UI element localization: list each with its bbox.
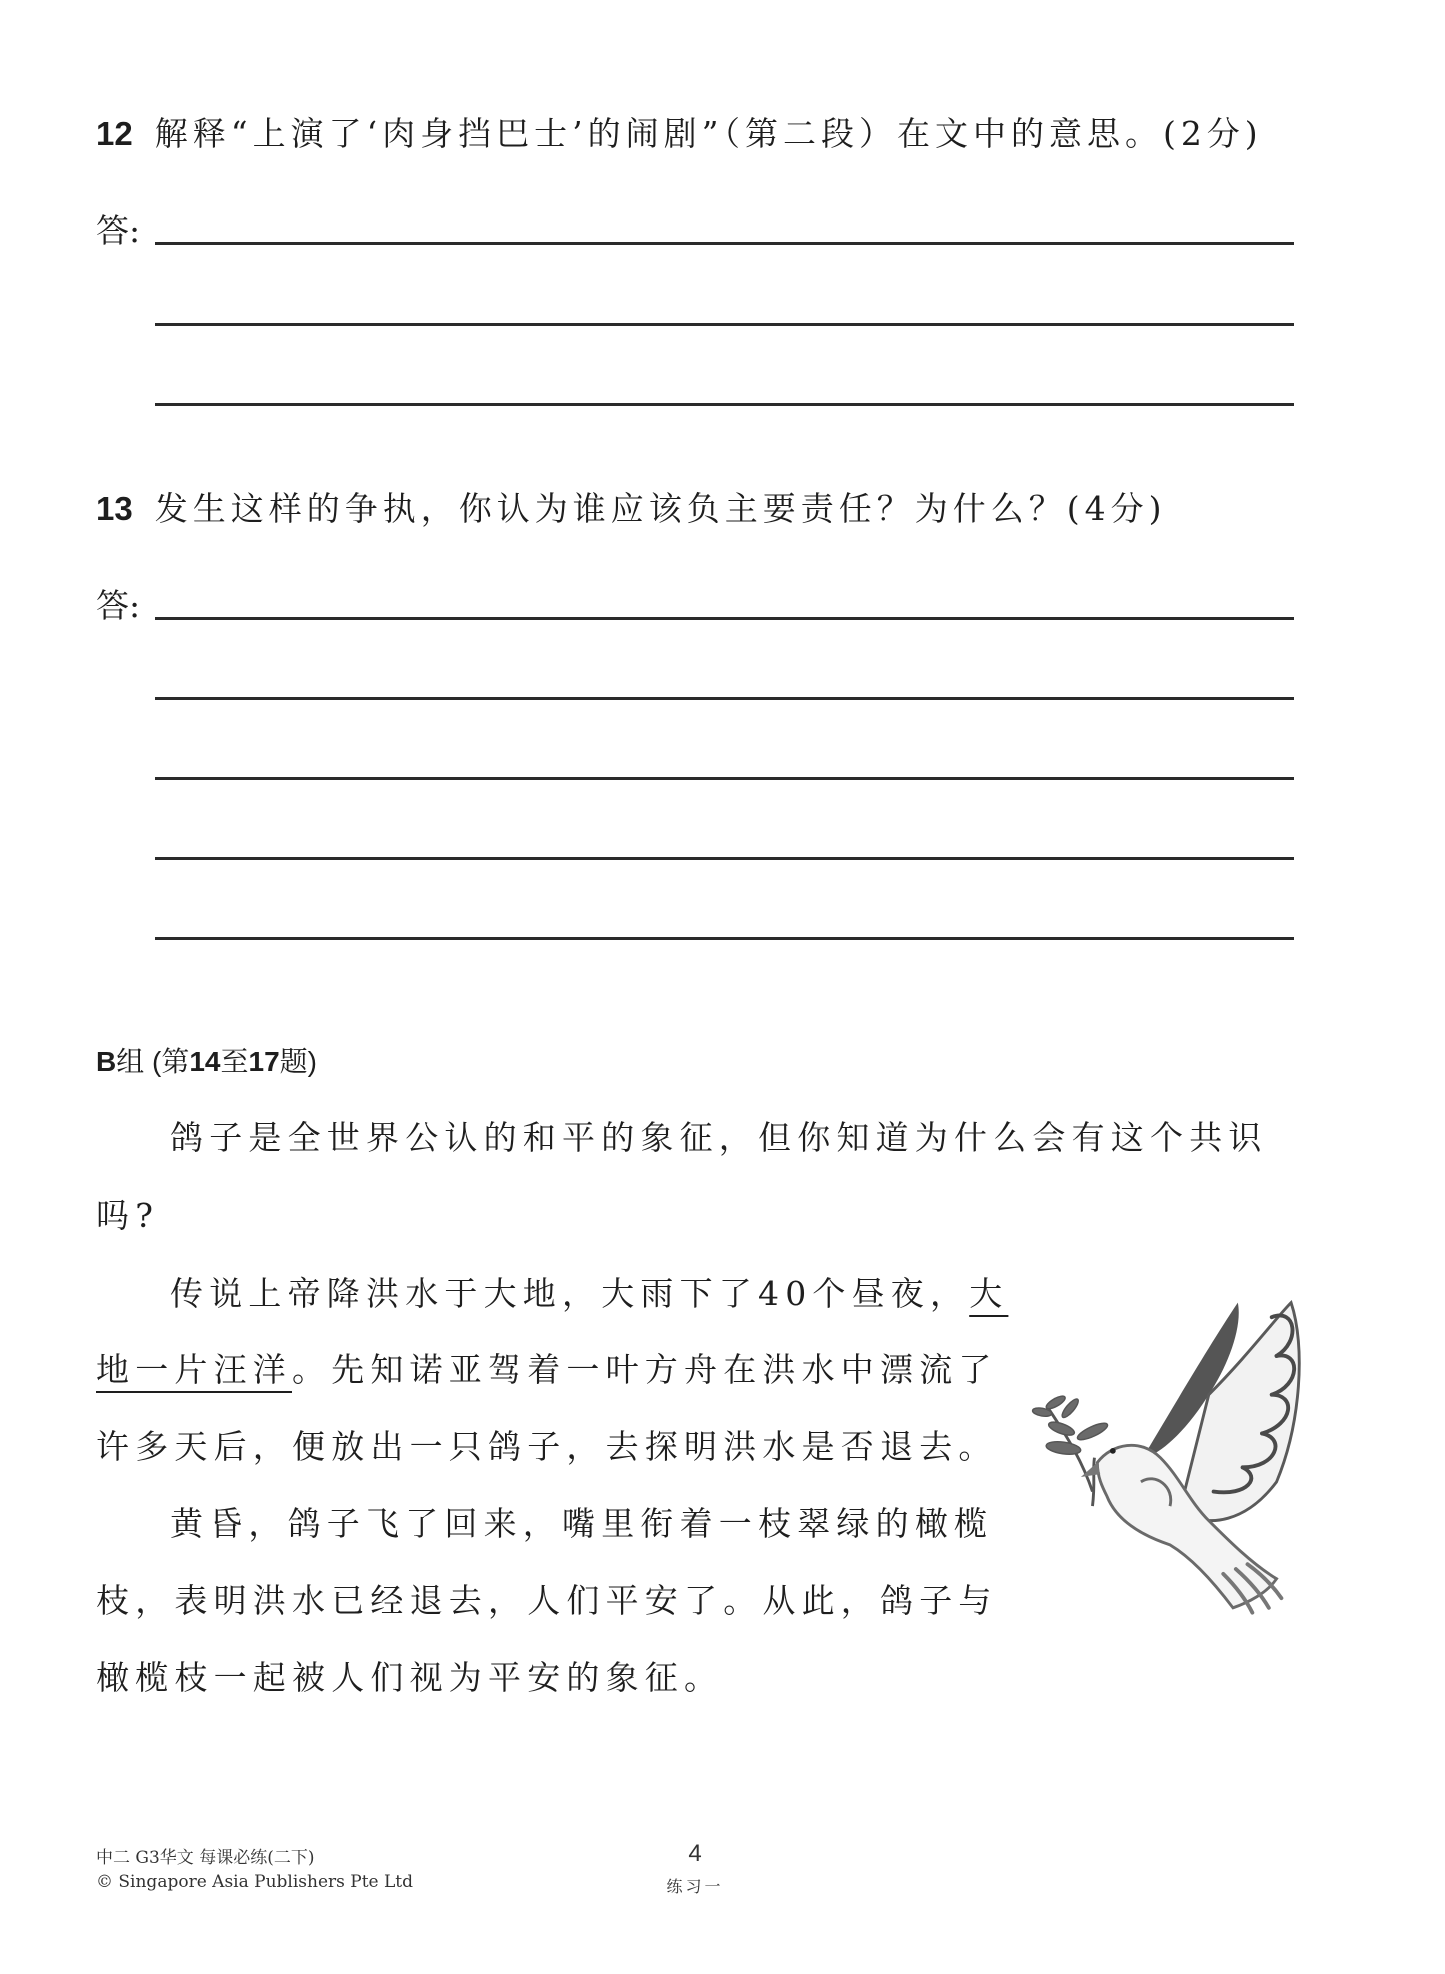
answer-line[interactable]: [155, 697, 1294, 700]
answer-line[interactable]: [155, 323, 1294, 326]
book-title: 中二 G3华文 每课必练(二下): [96, 1848, 315, 1868]
passage-line: 黄昏，鸽子飞了回来，嘴里衔着一枝翠绿的橄榄: [170, 1504, 994, 1543]
passage-line: 橄榄枝一起被人们视为平安的象征。: [96, 1658, 724, 1697]
page-number: 4: [688, 1840, 702, 1867]
dove-icon: [1015, 1285, 1325, 1640]
question-13: [96, 483, 1166, 530]
footer-page-info: [640, 1840, 750, 1897]
passage-line: [96, 1344, 998, 1391]
passage-line: 枝，表明洪水已经退去，人们平安了。从此，鸽子与: [96, 1581, 998, 1620]
question-text: 解释“上演了‘肉身挡巴士’的闹剧”（第二段）在文中的意思。(2分): [154, 114, 1263, 153]
footer-book-info: [96, 1846, 413, 1894]
question-12: [96, 108, 1263, 155]
section-suffix: 题): [279, 1046, 317, 1077]
answer-line[interactable]: [155, 403, 1294, 406]
answer-line[interactable]: [155, 242, 1294, 245]
passage-line: 鸽子是全世界公认的和平的象征，但你知道为什么会有这个共识: [170, 1118, 1268, 1157]
question-number: 13: [96, 490, 133, 527]
question-number: 12: [96, 115, 133, 152]
passage-line: 许多天后，便放出一只鸽子，去探明洪水是否退去。: [96, 1427, 998, 1466]
underlined-phrase: 大: [969, 1274, 1009, 1313]
section-group-label: 组 (第: [116, 1046, 190, 1077]
range-end: 17: [248, 1046, 280, 1077]
copyright: © Singapore Asia Publishers Pte Ltd: [96, 1872, 414, 1892]
answer-line[interactable]: [155, 777, 1294, 780]
exercise-label: 练习一: [666, 1877, 724, 1896]
section-heading: [96, 1040, 317, 1080]
underlined-phrase: 地一片汪洋: [96, 1350, 292, 1389]
passage-text: 传说上帝降洪水于大地，大雨下了40个昼夜，: [170, 1274, 970, 1313]
answer-line[interactable]: [155, 617, 1294, 620]
olive-branch-icon: [1032, 1394, 1110, 1506]
answer-line[interactable]: [155, 937, 1294, 940]
passage-line: [170, 1268, 1008, 1315]
range-start: 14: [189, 1046, 221, 1077]
answer-line[interactable]: [155, 857, 1294, 860]
question-text: 发生这样的争执，你认为谁应该负主要责任？为什么？(4分): [154, 489, 1167, 528]
answer-label: 答:: [96, 586, 141, 625]
passage-text: 。先知诺亚驾着一叶方舟在洪水中漂流了: [292, 1350, 998, 1389]
section-letter: B: [96, 1046, 117, 1077]
answer-label: 答:: [96, 211, 141, 250]
passage-line: 吗?: [96, 1196, 160, 1235]
range-separator: 至: [220, 1046, 249, 1077]
